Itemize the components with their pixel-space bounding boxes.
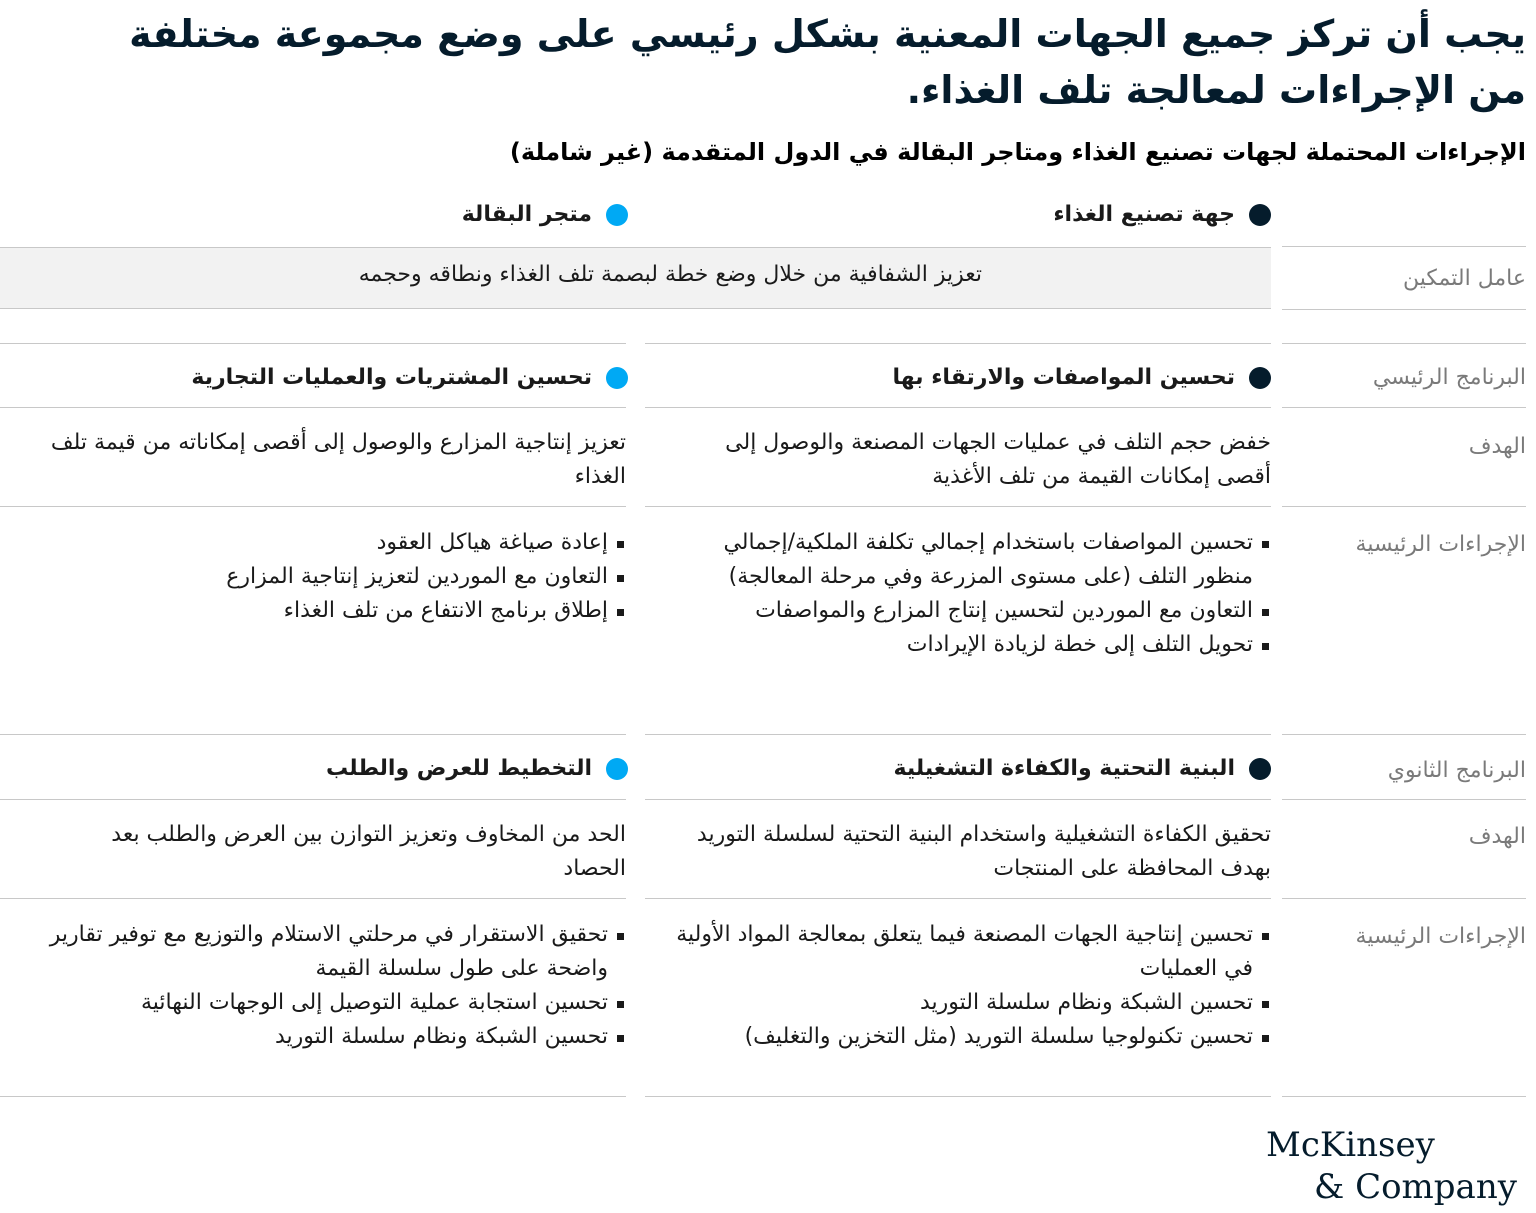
divider bbox=[1282, 1096, 1526, 1097]
list-item: تحسين المواصفات باستخدام إجمالي تكلفة الملكية/إجمالي منظور التلف (على مستوى المزرعة وفي مرحلة المعالجة) bbox=[671, 526, 1271, 594]
blue-dot-icon bbox=[606, 204, 628, 226]
divider bbox=[1282, 407, 1526, 408]
page-title: يجب أن تركز جميع الجهات المعنية بشكل رئيسي على وضع مجموعة مختلفة من الإجراءات لمعالجة تلف الغذاء. bbox=[129, 12, 1526, 112]
navy-dot-icon bbox=[1249, 758, 1271, 780]
list-item: إطلاق برنامج الانتفاع من تلف الغذاء bbox=[26, 594, 626, 628]
logo-line-2: & Company bbox=[1314, 1167, 1517, 1207]
primary-grocery-goal: تعزيز إنتاجية المزارع والوصول إلى أقصى إمكاناته من قيمة تلف الغذاء bbox=[50, 430, 626, 489]
enabler-text: تعزيز الشفافية من خلال وضع خطة لبصمة تلف الغذاء ونطاقه وحجمه bbox=[358, 262, 982, 287]
divider bbox=[1282, 343, 1526, 344]
divider bbox=[0, 407, 626, 408]
divider bbox=[0, 734, 626, 735]
divider bbox=[645, 734, 1271, 735]
primary-manufacturer-program-label: تحسين المواصفات والارتقاء بها bbox=[892, 365, 1235, 390]
divider bbox=[1282, 246, 1526, 247]
enabler-label: عامل التمكين bbox=[1403, 266, 1526, 291]
secondary-actions-label: الإجراءات الرئيسية bbox=[1355, 924, 1526, 949]
mckinsey-logo bbox=[1266, 1124, 1526, 1208]
primary-manufacturer-goal: خفض حجم التلف في عمليات الجهات المصنعة والوصول إلى أقصى إمكانات القيمة من تلف الأغذية bbox=[725, 430, 1271, 489]
secondary-grocery-program bbox=[28, 749, 628, 789]
secondary-program-label: البرنامج الثانوي bbox=[1387, 758, 1526, 783]
divider bbox=[645, 343, 1271, 344]
divider bbox=[645, 407, 1271, 408]
divider bbox=[645, 799, 1271, 800]
secondary-manufacturer-actions bbox=[671, 918, 1271, 1054]
divider bbox=[0, 898, 626, 899]
primary-goal-label: الهدف bbox=[1468, 434, 1526, 459]
list-item: تحسين الشبكة ونظام سلسلة التوريد bbox=[46, 1020, 626, 1054]
list-item: تحسين استجابة عملية التوصيل إلى الوجهات النهائية bbox=[46, 986, 626, 1020]
primary-grocery-program-label: تحسين المشتريات والعمليات التجارية bbox=[191, 365, 592, 390]
column-header-grocery-label: متجر البقالة bbox=[461, 202, 592, 227]
page-subtitle: الإجراءات المحتملة لجهات تصنيع الغذاء ومتاجر البقالة في الدول المتقدمة (غير شاملة) bbox=[509, 138, 1526, 166]
divider bbox=[1282, 506, 1526, 507]
list-item: التعاون مع الموردين لتحسين إنتاج المزارع والمواصفات bbox=[671, 594, 1271, 628]
divider bbox=[0, 506, 626, 507]
column-header-manufacturer-label: جهة تصنيع الغذاء bbox=[1053, 202, 1235, 227]
secondary-goal-label: الهدف bbox=[1468, 824, 1526, 849]
secondary-manufacturer-program-label: البنية التحتية والكفاءة التشغيلية bbox=[893, 756, 1235, 781]
list-item: التعاون مع الموردين لتعزيز إنتاجية المزارع bbox=[26, 560, 626, 594]
list-item: تحويل التلف إلى خطة لزيادة الإيرادات bbox=[671, 628, 1271, 662]
list-item: تحسين إنتاجية الجهات المصنعة فيما يتعلق بمعالجة المواد الأولية في العمليات bbox=[671, 918, 1271, 986]
list-item: تحسين الشبكة ونظام سلسلة التوريد bbox=[671, 986, 1271, 1020]
column-header-grocery bbox=[28, 195, 628, 235]
primary-manufacturer-program bbox=[671, 358, 1271, 398]
divider bbox=[0, 1096, 626, 1097]
secondary-grocery-goal: الحد من المخاوف وتعزيز التوازن بين العرض والطلب بعد الحصاد bbox=[111, 822, 626, 881]
column-header-manufacturer bbox=[671, 195, 1271, 235]
secondary-manufacturer-goal: تحقيق الكفاءة التشغيلية واستخدام البنية التحتية لسلسلة التوريد بهدف المحافظة على المنتجات bbox=[696, 822, 1271, 881]
secondary-manufacturer-program bbox=[671, 749, 1271, 789]
logo-line-1: McKinsey bbox=[1266, 1125, 1435, 1165]
divider bbox=[0, 799, 626, 800]
primary-grocery-program bbox=[28, 358, 628, 398]
navy-dot-icon bbox=[1249, 367, 1271, 389]
divider bbox=[0, 343, 626, 344]
divider bbox=[645, 898, 1271, 899]
secondary-grocery-actions bbox=[46, 918, 626, 1054]
divider bbox=[645, 506, 1271, 507]
list-item: تحسين تكنولوجيا سلسلة التوريد (مثل التخزين والتغليف) bbox=[671, 1020, 1271, 1054]
divider bbox=[1282, 309, 1526, 310]
list-item: إعادة صياغة هياكل العقود bbox=[26, 526, 626, 560]
blue-dot-icon bbox=[606, 758, 628, 780]
primary-actions-label: الإجراءات الرئيسية bbox=[1355, 532, 1526, 557]
primary-program-label: البرنامج الرئيسي bbox=[1372, 365, 1526, 390]
divider bbox=[645, 1096, 1271, 1097]
navy-dot-icon bbox=[1249, 204, 1271, 226]
divider bbox=[1282, 734, 1526, 735]
blue-dot-icon bbox=[606, 367, 628, 389]
list-item: تحقيق الاستقرار في مرحلتي الاستلام والتوزيع مع توفير تقارير واضحة على طول سلسلة القيمة bbox=[46, 918, 626, 986]
secondary-grocery-program-label: التخطيط للعرض والطلب bbox=[325, 756, 592, 781]
divider bbox=[1282, 898, 1526, 899]
primary-grocery-actions bbox=[26, 526, 626, 628]
primary-manufacturer-actions bbox=[671, 526, 1271, 662]
divider bbox=[1282, 799, 1526, 800]
